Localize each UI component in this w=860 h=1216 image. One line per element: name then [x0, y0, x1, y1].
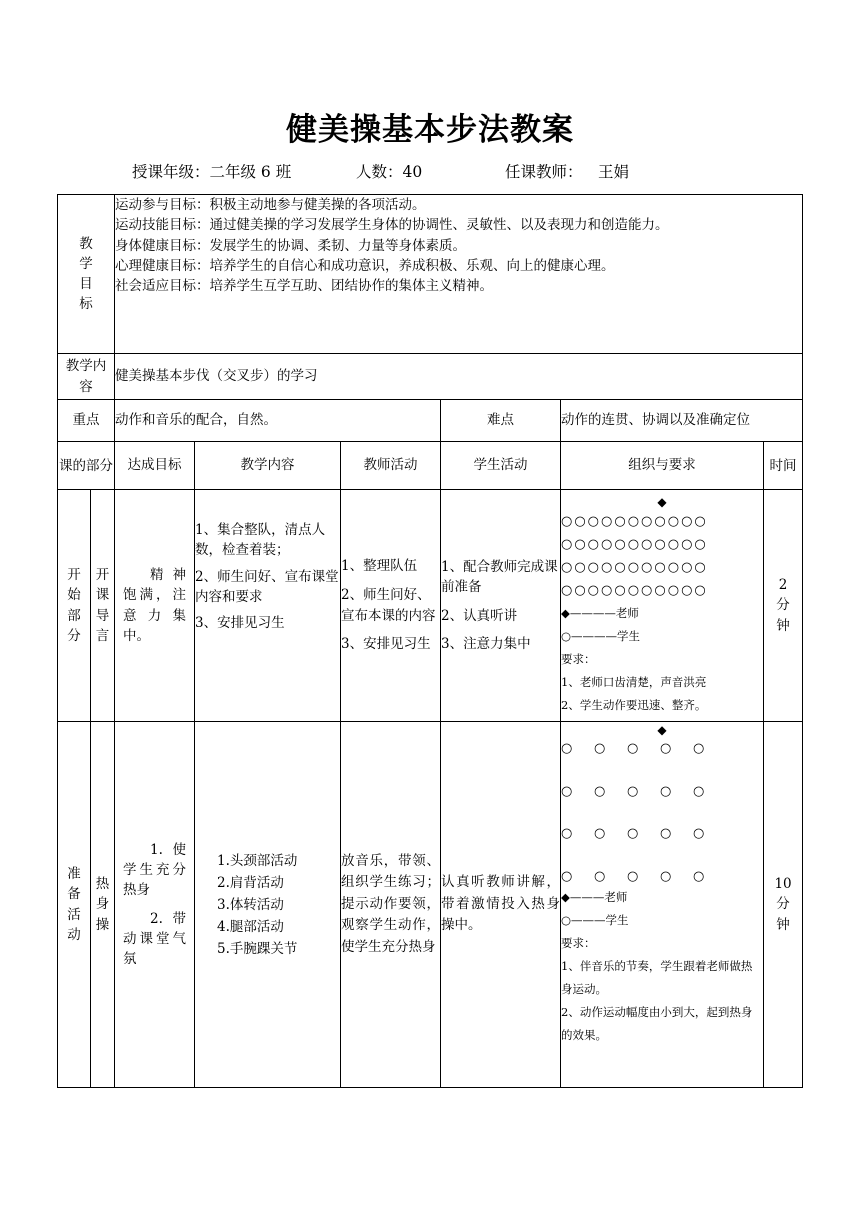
requirement-item: 1、伴音乐的节奏，学生跟着老师做热身运动。	[561, 959, 753, 996]
goal-line: 运动参与目标：积极主动地参与健美操的各项活动。	[115, 197, 426, 213]
content-label: 教学内容	[58, 354, 115, 400]
header-student: 学生活动	[441, 442, 561, 490]
requirement-item: 1、老师口齿清楚，声音洪亮	[561, 675, 707, 689]
requirements-label: 要求：	[561, 652, 596, 666]
header-part: 课的部分	[58, 442, 115, 490]
legend-teacher: ◆———老师	[561, 890, 628, 904]
section-part: 准 备 活 动	[58, 722, 91, 1088]
section-org	[561, 722, 764, 1088]
goals-text	[115, 195, 803, 354]
teacher-label: 任课教师：	[505, 163, 583, 181]
content-text: 健美操基本步伐（交叉步）的学习	[115, 354, 803, 400]
formation-row: ○ ○ ○ ○ ○	[561, 783, 705, 799]
legend-teacher: ◆————老师	[561, 606, 639, 620]
formation-row: ○ ○ ○ ○ ○	[561, 826, 705, 841]
section-content: 1.头颈部活动 2.肩背活动 3.体转活动 4.腿部活动 5.手腕踝关节	[195, 722, 341, 1088]
teacher-position-icon: ◆	[657, 495, 667, 509]
goal-line: 心理健康目标：培养学生的自信心和成功意识，养成积极、乐观、向上的健康心理。	[115, 257, 615, 274]
requirement-item: 2、动作运动幅度由小到大，起到热身的效果。	[561, 1005, 753, 1042]
header-teacher: 教师活动	[341, 442, 441, 490]
section-student: 1、配合教师完成课前准备 2、认真听讲 3、注意力集中	[441, 490, 561, 722]
formation-row: ○ ○ ○ ○ ○	[561, 868, 705, 884]
section-sub: 开 课 导 言	[91, 490, 115, 722]
legend-student: ○———学生	[561, 913, 629, 927]
section-org	[561, 490, 764, 722]
difficulty-label: 难点	[441, 400, 561, 442]
teacher-name: 王娟	[598, 163, 630, 181]
page-title: 健美操基本步法教案	[286, 112, 574, 148]
goals-label: 教 学 目 标	[58, 195, 115, 354]
key-text: 动作和音乐的配合，自然。	[115, 400, 441, 442]
goal-line: 身体健康目标：发展学生的协调、柔韧、力量等身体素质。	[115, 237, 466, 254]
section-goal: 精神饱满，注意力集中。	[115, 490, 195, 722]
student-count: 人数：40	[356, 163, 423, 181]
section-student: 认真听教师讲解，带着激情投入热身操中。	[441, 722, 561, 1088]
teacher-position-icon: ◆	[657, 723, 667, 737]
legend-student: ○————学生	[561, 629, 641, 643]
section-goal: 1. 使学生充分热身 2. 带动课堂气氛	[115, 722, 195, 1088]
formation-row: ○○○○○○○○○○○	[561, 514, 708, 529]
header-org: 组织与要求	[561, 442, 764, 490]
header-time: 时间	[764, 442, 803, 490]
section-time: 2 分 钟	[764, 490, 803, 722]
section-time: 10 分 钟	[764, 722, 803, 1088]
section-sub: 热 身 操	[91, 722, 115, 1088]
difficulty-text: 动作的连贯、协调以及准确定位	[561, 400, 803, 442]
goal-line: 运动技能目标：通过健美操的学习发展学生身体的协调性、灵敏性、以及表现力和创造能力。	[115, 217, 669, 234]
table-row	[58, 722, 803, 1088]
section-teacher: 放音乐，带领、组织学生练习；提示动作要领，观察学生动作，使学生充分热身	[341, 722, 441, 1088]
lesson-plan-table	[57, 194, 803, 1088]
goal-line: 社会适应目标：培养学生互学互助、团结协作的集体主义精神。	[115, 278, 493, 294]
header-content: 教学内容	[195, 442, 341, 490]
formation-row: ○○○○○○○○○○○	[561, 560, 708, 575]
section-teacher: 1、整理队伍 2、师生问好、宣布本课的内容 3、安排见习生	[341, 490, 441, 722]
grade-info: 授课年级：二年级 6 班	[132, 163, 292, 181]
section-part: 开 始 部 分	[58, 490, 91, 722]
key-label: 重点	[58, 400, 115, 442]
header-goal: 达成目标	[115, 442, 195, 490]
formation-row: ○○○○○○○○○○○	[561, 537, 708, 552]
requirements-label: 要求：	[561, 936, 596, 950]
formation-row: ○○○○○○○○○○○	[561, 583, 708, 598]
section-content: 1、集合整队，清点人数，检查着装； 2、师生问好、宣布课堂内容和要求 3、安排见习生	[195, 490, 341, 722]
requirement-item: 2、学生动作要迅速、整齐。	[561, 698, 707, 712]
formation-row: ○ ○ ○ ○ ○	[561, 741, 705, 756]
table-row	[58, 490, 803, 722]
